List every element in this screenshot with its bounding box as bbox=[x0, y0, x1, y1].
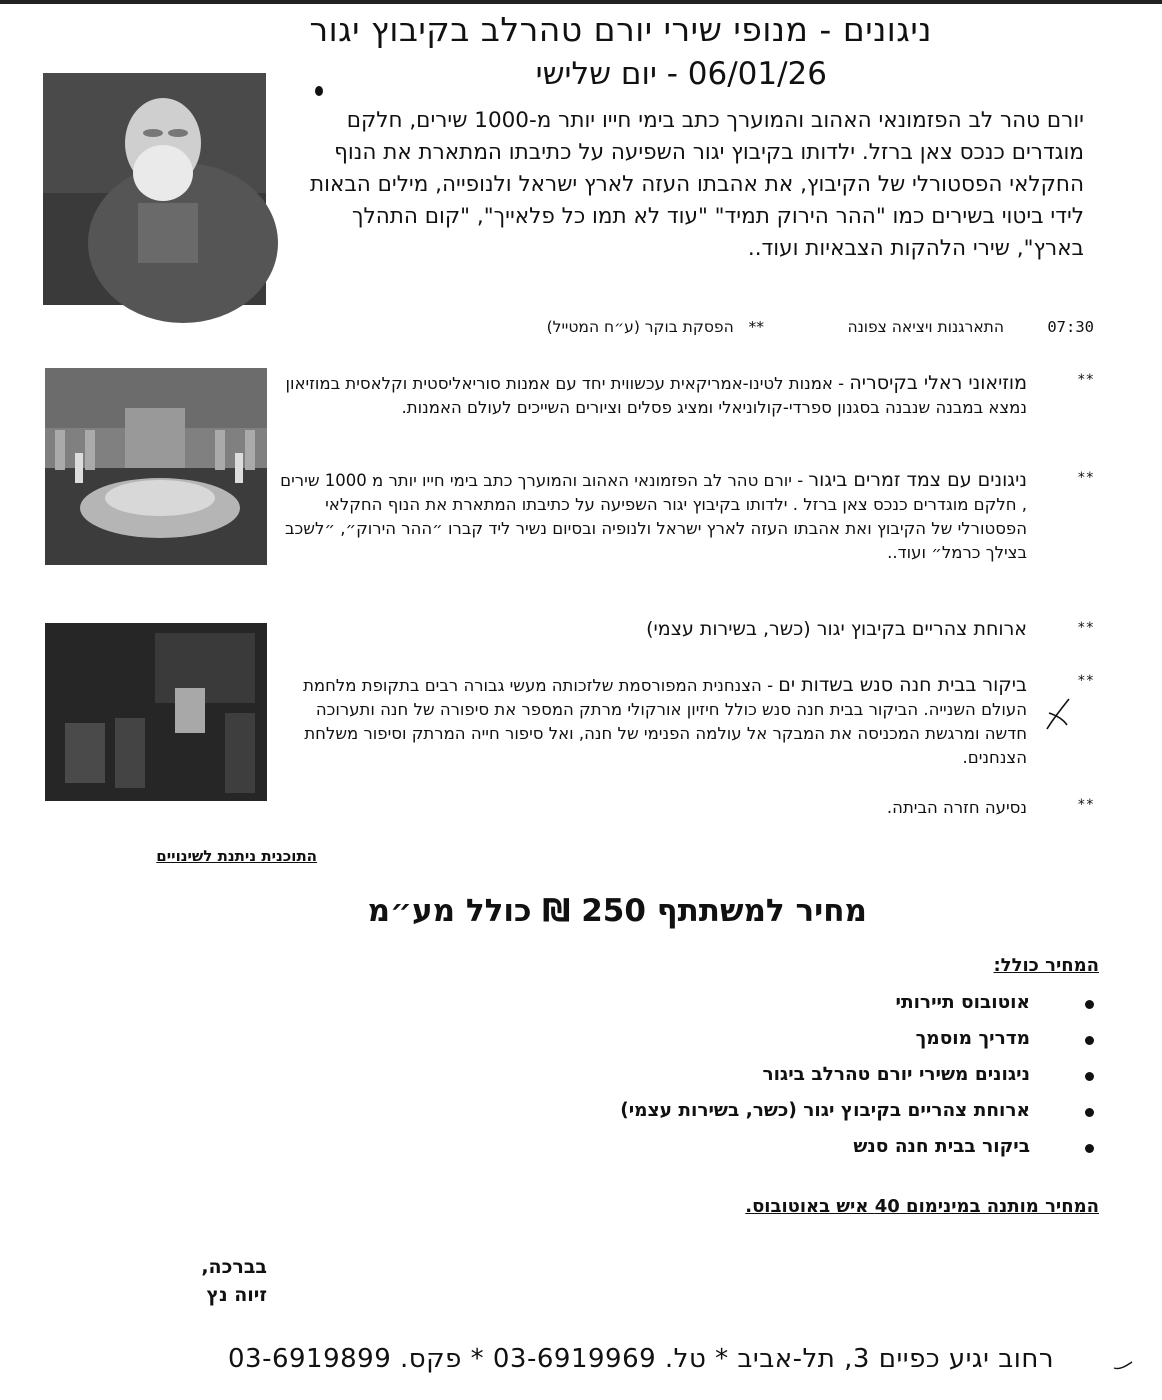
greeting: בברכה, bbox=[201, 1256, 267, 1278]
price-line: מחיר למשתתף 250 ₪ כולל מע״מ bbox=[367, 893, 867, 929]
includes-item bbox=[620, 1132, 1094, 1168]
ink-dot bbox=[315, 86, 323, 96]
item-marker: ** bbox=[1077, 673, 1094, 689]
bullet-icon bbox=[1085, 1072, 1094, 1081]
morning-break bbox=[547, 318, 764, 336]
signature-block bbox=[201, 1253, 267, 1309]
bullet-icon bbox=[1085, 1144, 1094, 1153]
includes-item-text: מדריך מוסמך bbox=[915, 1028, 1030, 1049]
top-border-line bbox=[0, 0, 1162, 4]
schedule-row-departure bbox=[374, 318, 1094, 344]
includes-item-text: ניגונים משירי יורם טהרלב ביגור bbox=[762, 1064, 1030, 1085]
item-marker: ** bbox=[1077, 470, 1094, 486]
minimum-note: המחיר מותנה במינימום 40 איש באוטובוס. bbox=[745, 1196, 1099, 1217]
footer-contact: רחוב יגיע כפיים 3, תל-אביב * טל. 03-6919969 * פקס. 03-6919899 bbox=[228, 1344, 1054, 1374]
handwritten-cross-mark bbox=[1043, 695, 1073, 735]
schedule-item-singing bbox=[277, 468, 1027, 565]
changes-note: התוכנית ניתנת לשינויים bbox=[156, 847, 317, 865]
signer-name: זיוה נץ bbox=[206, 1284, 267, 1306]
break-text: הפסקת בוקר (ע״ח המטייל) bbox=[546, 318, 734, 336]
departure-time: 07:30 bbox=[1047, 318, 1094, 336]
hannah-senesh-house-photo bbox=[45, 623, 267, 801]
bullet-icon bbox=[1085, 1108, 1094, 1117]
includes-item-text: ביקור בבית חנה סנש bbox=[853, 1136, 1030, 1157]
item-marker: ** bbox=[1077, 372, 1094, 388]
item-text: - יורם טהר לב הפזמונאי האהוב והמוערך כתב בימי חייו יותר מ 1000 שירים , חלקם מוגדרים כנכס צאן ברזל . ילדותו בקיבוץ יגור השפיעה על כתיבתו המתארת את הנוף החקלאי הפסטורלי של הקיבוץ ואת אהבתו העזה לארץ ישראל ולנופיה ובסיום נשיר ליד קברו ״ההר הירוק״, ״לשכב בצילך כרמל״ ועוד.. bbox=[280, 471, 1027, 562]
scan-mark bbox=[1112, 1358, 1134, 1372]
museum-photo bbox=[45, 368, 267, 565]
includes-item bbox=[620, 988, 1094, 1024]
schedule-item-return bbox=[277, 795, 1027, 820]
includes-item bbox=[620, 1096, 1094, 1132]
includes-item bbox=[620, 1060, 1094, 1096]
item-head: ארוחת צהריים בקיבוץ יגור (כשר, בשירות עצמי) bbox=[646, 618, 1027, 640]
includes-item-text: אוטובוס תיירותי bbox=[895, 992, 1030, 1013]
item-head: מוזיאוני ראלי בקיסריה bbox=[849, 372, 1027, 394]
schedule-item-lunch bbox=[277, 617, 1027, 642]
schedule-item-museum bbox=[277, 371, 1027, 420]
intro-paragraph: יורם טהר לב הפזמונאי האהוב והמוערך כתב בימי חייו יותר מ-1000 שירים, חלקם מוגדרים כנכס צאן ברזל. ילדותו בקיבוץ יגור השפיעה על כתיבתו המתארת את הנוף החקלאי הפסטורלי של הקיבוץ, את אהבתו העזה לארץ ישראל ולנופייה, מילים הבאות לידי ביטוי בשירים כמו "ההר הירוק תמיד" "עוד לא תמו כל פלאייך", "קום התהלך בארץ", שירי הלהקות הצבאיות ועוד.. bbox=[309, 108, 1084, 261]
break-marker: ** bbox=[748, 318, 764, 336]
page-title: ניגונים - מנופי שירי יורם טהרלב בקיבוץ יגור bbox=[309, 10, 932, 49]
bullet-icon bbox=[1085, 1000, 1094, 1009]
item-text: - אמנות לטינו-אמריקאית עכשווית יחד עם אמנות סוריאליסטית וקלאסית במוזיאון נמצא במבנה שנבנה בסגנון ספרדי-קולוניאלי ומציג פסלים וציורים השייכים לעולם האמנות. bbox=[285, 374, 1027, 417]
includes-item bbox=[620, 1024, 1094, 1060]
schedule-item-senesh bbox=[277, 673, 1027, 770]
item-marker: ** bbox=[1077, 797, 1094, 813]
includes-list bbox=[620, 988, 1094, 1168]
departure-activity: התארגנות ויציאה צפונה bbox=[847, 318, 1004, 336]
portrait-photo bbox=[43, 73, 266, 348]
item-head: ניגונים עם צמד זמרים ביגור bbox=[808, 469, 1027, 491]
includes-item-text: ארוחת צהריים בקיבוץ יגור (כשר, בשירות עצמי) bbox=[620, 1100, 1030, 1121]
item-text: נסיעה חזרה הביתה. bbox=[886, 798, 1027, 817]
item-head: ביקור בבית חנה סנש בשדות ים bbox=[778, 674, 1027, 696]
item-text: - הצנחנית המפורסמת שלזכותה מעשי גבורה רבים בתקופת מלחמת העולם השנייה. הביקור בבית חנה סנש כולל חיזיון אורקולי מרתק המספר את סיפורה של חנה ותערוכה חדשה ומרגשת המכניסה את המבקר אל עולמה הפנימי של חנה, ואל סיפור חייה המרתק וסיפור משלחת הצנחנים. bbox=[303, 676, 1027, 767]
date-line: 06/01/26 - יום שלישי bbox=[535, 56, 827, 92]
portrait-years: 1938-2022 bbox=[125, 323, 245, 348]
bullet-icon bbox=[1085, 1036, 1094, 1045]
includes-title: המחיר כולל: bbox=[993, 955, 1099, 976]
item-marker: ** bbox=[1077, 620, 1094, 636]
